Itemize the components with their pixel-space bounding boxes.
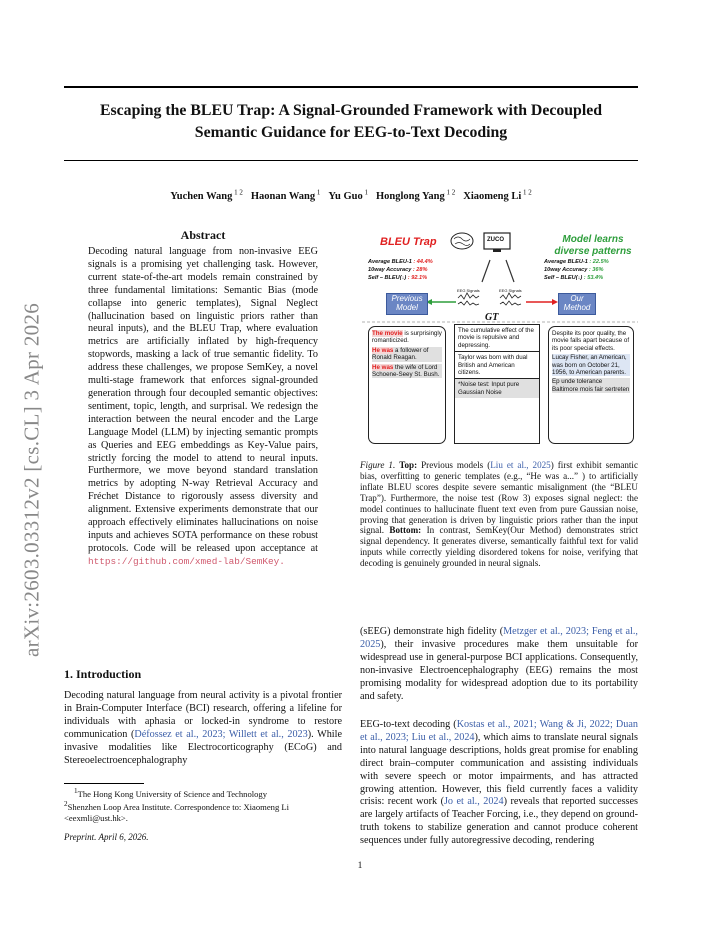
figure-caption: [360, 460, 638, 569]
metric-row: [544, 274, 609, 282]
right-paragraph-2: [360, 719, 638, 848]
code-link[interactable]: https://github.com/xmed-lab/SemKey.: [88, 555, 285, 567]
brain-icon: [451, 233, 473, 249]
intro-paragraph: [64, 690, 342, 767]
paragraph-text: ) reveals that reported successes are largely artifacts of Teacher Forcing, i.e., they depend on ground-truth tokens to stabilize generation and cannot produce coherent sequences under fully autoregressive decoding, rendering: [360, 796, 639, 847]
figure-1: [362, 226, 638, 448]
generated-sentence: Despite its poor quality, the movie falls apart because of its poor special effects.: [552, 330, 630, 352]
caption-bold: Bottom:: [389, 525, 422, 536]
eeg-label: EEG Signals: [499, 288, 522, 293]
generated-sentence: Ep unde tolerance Baltimore mois fair sertreten: [552, 378, 630, 393]
diverse-patterns-label: [548, 234, 638, 258]
paper-title: [64, 100, 638, 144]
metric-value: : 53.4%: [583, 275, 604, 281]
metric-name: Average BLEU-1: [368, 259, 414, 265]
metric-value: : 92.1%: [407, 275, 428, 281]
sentence-text: a follower of Ronald Reagan.: [372, 346, 429, 362]
metric-row: [368, 266, 433, 274]
metric-value: : 36%: [588, 267, 604, 273]
metric-row: [368, 258, 433, 266]
metric-value: : 44.4%: [413, 259, 433, 265]
ground-truth-sentence: *Noise test: Input pure Gaussian Noise: [455, 379, 539, 398]
template-highlight: He was: [372, 363, 394, 371]
caption-bold: Top:: [399, 460, 418, 470]
generated-sentence: [372, 330, 442, 345]
arxiv-id-text: arXiv:2603.03312v2 [cs.CL] 3 Apr 2026: [19, 302, 44, 658]
paragraph-text: ), their invasive procedures make them unsuitable for widespread use in general-purpose BCI applications. Consequently, non-invasive Electroencephalography (EEG) remains the most promising modality for widespread adoption due to its portability and safety.: [360, 638, 638, 702]
metric-name: 10way Accuracy: [368, 267, 413, 273]
author-name: Yuchen Wang $^{1 2}$: [170, 188, 243, 202]
diverse-label-line-1: Model learns: [562, 234, 624, 245]
caption-text: Previous models (: [417, 460, 491, 470]
bleu-trap-label: BLEU Trap: [380, 236, 437, 248]
metric-row: [368, 274, 433, 282]
citation-link[interactable]: Willett et al., 2023: [228, 728, 308, 740]
author-affiliation: 1: [362, 188, 368, 196]
ground-truth-sentence: The cumulative effect of the movie is repulsive and depressing.: [455, 325, 539, 352]
right-metrics: [544, 258, 609, 282]
paragraph-text: ), which aims to translate neural signals into natural language descriptions, holds great promise for enabling direct brain–computer communication and assisting individuals with severe speech or motor impairments, and has attracted growing attention. However, this field currently faces a validity crisis: recent work (: [360, 731, 638, 808]
previous-model-output-bubble: [368, 326, 446, 444]
generated-sentence: [372, 347, 442, 362]
metric-row: [544, 266, 609, 274]
title-top-rule: [64, 86, 638, 88]
eeg-signal-icon: [458, 293, 479, 305]
title-bottom-rule: [64, 160, 638, 161]
metric-value: : 28%: [412, 267, 428, 273]
author-affiliation: 1 2: [444, 188, 456, 196]
right-paragraph-1: [360, 626, 638, 703]
title-line-1: Escaping the BLEU Trap: A Signal-Grounded Framework with Decoupled: [99, 102, 603, 119]
author-affiliation: 1 2: [521, 188, 532, 196]
paragraph-text: EEG-to-text decoding (: [360, 719, 457, 730]
abstract-heading: Abstract: [180, 228, 226, 242]
metric-name: Self – BLEU(↓): [544, 275, 584, 281]
citation-link[interactable]: Kostas et al., 2021; Wang & Ji, 2022; Duan et al., 2023; Liu et al., 2024: [360, 719, 638, 743]
diverse-label-line-2: diverse patterns: [554, 246, 632, 257]
arxiv-side-label: [12, 270, 52, 690]
sentence-text: the wife of Lord Schoene-Seey St. Bush.: [372, 363, 440, 379]
author-name: Honglong Yang $^{1 2}$: [375, 188, 456, 202]
footnote-1: The Hong Kong University of Science and Technology: [77, 788, 268, 799]
citation-link[interactable]: Liu et al., 2025: [490, 460, 551, 470]
sentence-text: is surprisingly romanticized.: [372, 330, 442, 345]
preprint-note: Preprint. April 6, 2026.: [64, 832, 149, 842]
dataset-label: ZUCO: [487, 237, 504, 243]
page-number: 1: [357, 861, 363, 871]
metric-value: : 22.5%: [589, 259, 609, 265]
arrow: [482, 260, 490, 282]
author-affiliation: 1 2: [232, 188, 243, 196]
citation-link[interactable]: Défossez et al., 2023;: [134, 728, 226, 740]
author-name: Haonan Wang $^1$: [250, 188, 321, 202]
previous-model-box: Previous Model: [386, 293, 428, 315]
caption-label: Figure 1.: [360, 460, 396, 470]
caption-text: ) first exhibit semantic bias, overfitting to generic templates (e.g., “He was a...” ) to artificially inflate BLEU scores despite severe semantic misalignment (the “BLEU Trap”). Furthermore, the noise test (Row 3) exposes signal neglect: the model continues to hallucinate fluent text even from pure Gaussian noise, proving that generation is driven by linguistic priors rather than the input signal.: [360, 460, 638, 536]
paragraph-text: (sEEG) demonstrate high fidelity (: [360, 626, 504, 637]
caption-text: In contrast, SemKey(Our Method) demonstrates strict signal dependency. It generates diverse, semantically faithful text for valid inputs while correctly yielding disordered tokens for noise, verifying that decoding is genuinely grounded in neural signals.: [360, 525, 638, 569]
metric-name: Average BLEU-1: [544, 259, 590, 265]
author-affiliation: 1: [315, 188, 321, 196]
author-name: Xiaomeng Li $^{1 2}$: [463, 188, 532, 202]
metric-name: Self – BLEU(↓): [368, 275, 408, 281]
footnote-2: Shenzhen Loop Area Institute. Correspondence to: Xiaomeng Li <eexmli@ust.hk>.: [64, 802, 290, 823]
generated-sentence: [372, 364, 442, 379]
intro-text: ). While invasive modalities like Electrocorticography (ECoG) and Stereoelectroencephalography: [64, 728, 342, 766]
citation-link[interactable]: Metzger et al., 2023; Feng et al., 2025: [360, 626, 638, 650]
abstract-body: [88, 246, 318, 569]
our-method-box: Our Method: [558, 293, 596, 315]
footnotes: $^1$The Hong Kong University of Science and Technology $^2$Shenzhen Loop Area Institute. Correspondence to: Xiaomeng Li <eexmli@ust.hk>.: [64, 787, 290, 823]
gt-label: GT: [485, 312, 499, 323]
our-method-output-bubble: [548, 326, 634, 444]
arrow: [506, 260, 514, 282]
intro-text: Decoding natural language from neural activity is a pivotal frontier in Brain-Computer Interface (BCI) research, offering a lifeline for individuals with aphasia or locked-in syndrome to restore communication (: [64, 690, 342, 740]
author-list: [64, 188, 638, 202]
citation-link[interactable]: Jo et al., 2024: [443, 796, 504, 808]
section-heading-introduction: 1. Introduction: [64, 667, 142, 681]
template-highlight: He was: [372, 346, 394, 354]
template-highlight: The movie: [372, 330, 403, 337]
left-metrics: [368, 258, 433, 282]
metric-name: 10way Accuracy: [544, 267, 589, 273]
eeg-signal-icon: [500, 293, 521, 305]
ground-truth-box: [454, 324, 540, 444]
footnote-rule: [64, 783, 144, 784]
author-name: Yu Guo $^1$: [328, 188, 368, 202]
generated-sentence: Lucay Fisher, an American, was born on October 21, 1956, to American parents.: [552, 354, 630, 376]
title-line-2: Semantic Guidance for EEG-to-Text Decoding: [194, 124, 508, 141]
ground-truth-sentence: Taylor was born with dual British and American citizens.: [455, 352, 539, 379]
abstract-text: Decoding natural language from non-invasive EEG signals is a promising yet challenging task. However, current state-of-the-art models remain constrained by three fundamental limitations: Semantic Bias (mode collapse into generic templates), Signal Neglect (hallucination based on linguistic priors rather than neural inputs), and the BLEU Trap, where evaluation metrics are artificially inflated by high-frequency stopwords, masking a lack of true semantic fidelity. To address these challenges, we propose SemKey, a novel multi-stage framework that enforces signal-grounded generation through four decoupled semantic objectives: sentiment, topic, length, and surprisal. We redesign the interaction between the neural encoder and the Large Language Model (LLM) by injecting semantic prompts as Queries and EEG embeddings as Key-Value pairs, strictly forcing the model to attend to neural inputs. Furthermore, we move beyond standard translation metrics by adopting N-way Retrieval Accuracy and Fréchet Distance to rigorously assess diversity and alignment. Extensive experiments demonstrate that our approach effectively eliminates hallucinations on noise inputs and achieves SOTA performance on these robust protocols. Code will be released upon acceptance at: [88, 246, 318, 554]
eeg-label: EEG Signals: [457, 288, 480, 293]
metric-row: [544, 258, 609, 266]
